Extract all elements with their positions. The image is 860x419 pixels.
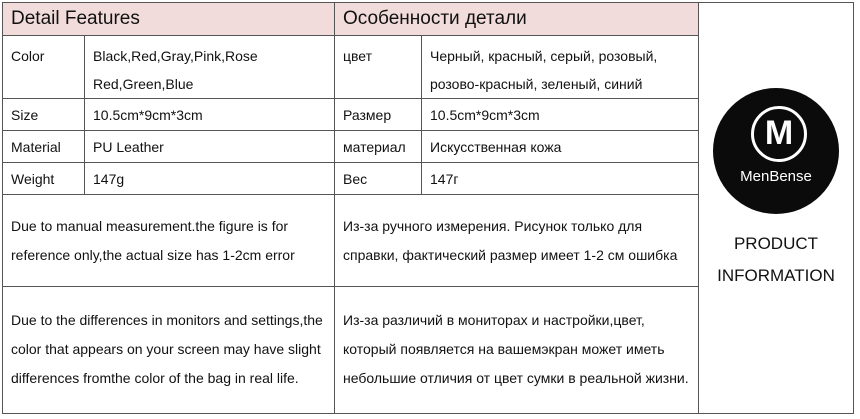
row-value-ru: Искусственная кожа	[422, 131, 699, 163]
brand-name: MenBense	[740, 168, 812, 185]
logo-mark: M	[751, 106, 807, 162]
row-label-en: Material	[3, 131, 85, 163]
note-row	[3, 286, 699, 413]
row-value-ru: Черный, красный, серый, розовый, розово-красный, зеленый, синий	[422, 36, 699, 99]
row-value-ru: 147г	[422, 163, 699, 195]
table-row	[3, 163, 699, 195]
table-row	[3, 131, 699, 163]
note-ru: Из-за различий в мониторах и настройки,цвет, который появляется на вашемэкран может иметь небольшие отличия от цвет сумки в реальной жизни.	[335, 286, 699, 413]
header-en: Detail Features	[3, 3, 335, 36]
table-header-row	[3, 3, 699, 36]
note-en: Due to manual measurement.the figure is for reference only,the actual size has 1-2cm error	[3, 195, 335, 286]
row-value-ru: 10.5cm*9cm*3cm	[422, 99, 699, 131]
row-label-ru: цвет	[335, 36, 422, 99]
table-row	[3, 36, 699, 99]
row-value-en: Black,Red,Gray,Pink,Rose Red,Green,Blue	[85, 36, 335, 99]
caption-line-1: PRODUCT	[733, 234, 819, 253]
caption-line-2: INFORMATION	[717, 266, 835, 285]
note-ru: Из-за ручного измерения. Рисунок только для справки, фактический размер имеет 1-2 см ошибка	[335, 195, 699, 286]
row-label-ru: Размер	[335, 99, 422, 131]
detail-features-table	[2, 2, 699, 414]
row-label-en: Weight	[3, 163, 85, 195]
row-label-en: Size	[3, 99, 85, 131]
product-information-caption	[699, 228, 853, 292]
row-label-ru: материал	[335, 131, 422, 163]
note-row	[3, 195, 699, 286]
row-value-en: 147g	[85, 163, 335, 195]
table-row	[3, 99, 699, 131]
row-value-en: PU Leather	[85, 131, 335, 163]
note-en: Due to the differences in monitors and settings,the color that appears on your screen may have slight differences fromthe color of the bag in real life.	[3, 286, 335, 413]
brand-logo	[713, 88, 839, 214]
row-value-en: 10.5cm*9cm*3cm	[85, 99, 335, 131]
row-label-ru: Вес	[335, 163, 422, 195]
header-ru: Особенности детали	[335, 3, 699, 36]
row-label-en: Color	[3, 36, 85, 99]
product-info-panel	[698, 2, 854, 414]
